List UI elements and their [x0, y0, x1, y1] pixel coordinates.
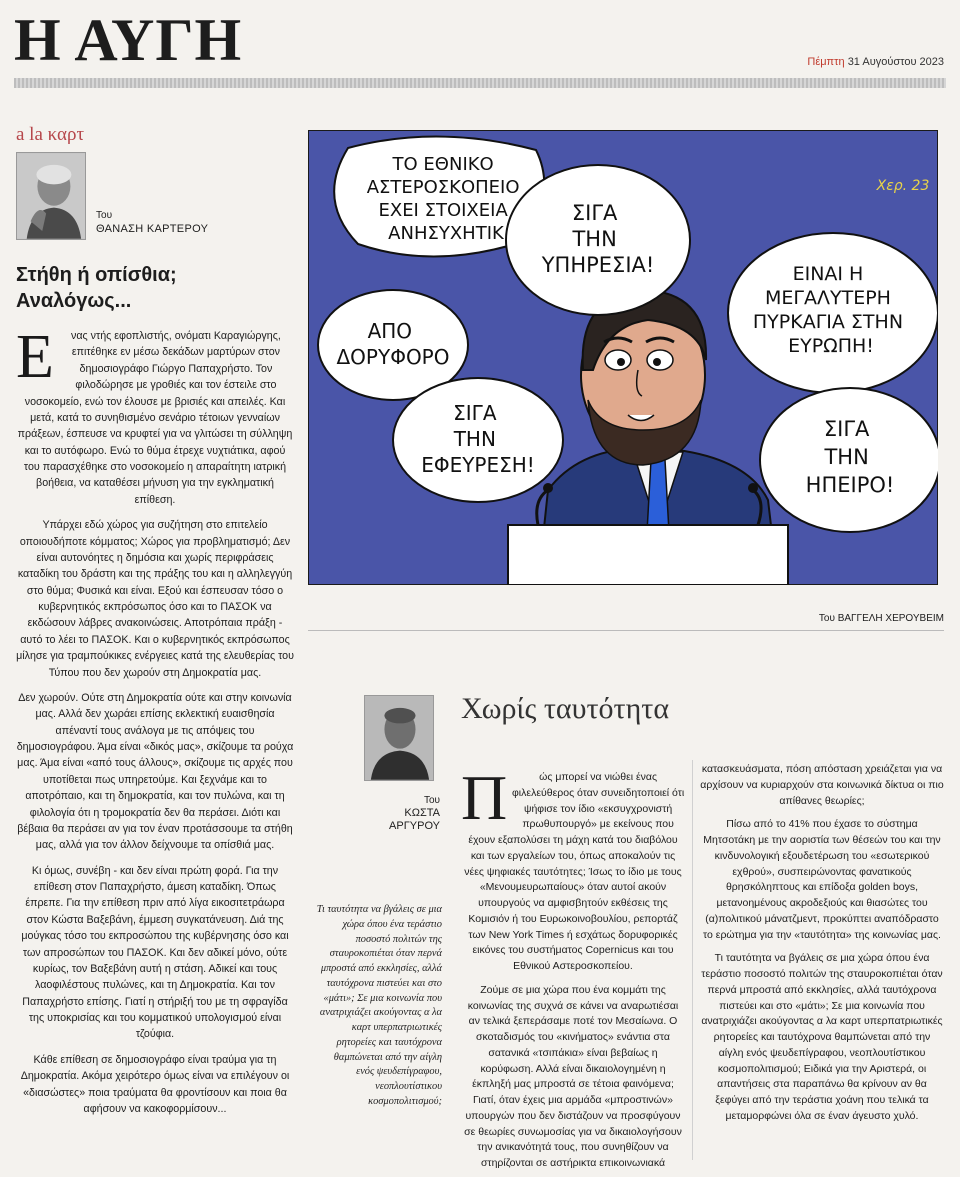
bubble-3-line: ΜΕΓΑΛΥΤΕΡΗ [765, 287, 891, 309]
speech-bubble-2 [506, 165, 690, 315]
article-body-2-col-1 [461, 762, 685, 1177]
byline-name: ΘΑΝΑΣΗ ΚΑΡΤΕΡΟΥ [96, 222, 209, 235]
date-day: Πέμπτη [807, 56, 845, 68]
bubble-3-line: ΕΙΝΑΙ Η [792, 263, 864, 285]
bubble-1-line: ΑΝΗΣΥΧΗΤΙΚ [388, 223, 504, 244]
paragraph: Πίσω από το 41% που έχασε το σύστημα Μητσοτάκη με την αοριστία των θέσεών του και την κινδυνολογική εξουδετέρωση του «εσωτερικού εχθρού», συσπειρώνοντας φανατικούς θρησκόληπτους και επίδοξα golden boys, μετανοημένους ακροδεξιούς και θιασώτες του (α)πολιτικού μάνατζμεντ, προκύπτει αναπόδραστο το ερώτημα για την «ταυτότητα» της κοινωνίας μας. [703, 818, 941, 941]
byline-argyrou [364, 795, 440, 833]
byline-prefix: Του [423, 795, 440, 806]
bubble-5-line: ΤΗΝ [453, 427, 496, 451]
column-kicker: a la καρτ [16, 124, 85, 145]
dropcap: Ε [16, 323, 54, 391]
bubble-2-line: ΤΗΝ [572, 227, 617, 251]
author-photo-karteros [16, 152, 86, 240]
byline-name-1: ΚΩΣΤΑ [404, 807, 440, 819]
bubble-6-line: ΤΗΝ [824, 445, 869, 469]
bubble-4-line: ΔΟΡΥΦΟΡΟ [336, 345, 450, 369]
paragraph: Δεν χωρούν. Ούτε στη Δημοκρατία ούτε και στην κοινωνία μας. Αλλά δεν χωράει επίσης εκλεκτική ευαισθησία απέναντί τους ανάλογα με τις απόψεις του δημοσιογράφου. Άμα είναι «δικός μας», σκίζουμε τα ρούχα μας. Άμα είναι «από τους άλλους», σκίζουμε τις αρχές που υποτίθεται πως υπηρετούμε. Και ξεχνάμε και το αποτρόπαιο, και τη δημοκρατία, και τον πυλώνα, και τη φιλολογία ότι η τρομοκρατία δεν θα περάσει. Διότι και βέβαια θα περάσει αν για τον έναν προτάσσουμε τα στήθη μας, αλλά για τον άλλον δείχνουμε τα οπίσθιά μας. [16, 691, 294, 852]
bubble-2-line: ΥΠΗΡΕΣΙΑ! [541, 253, 655, 277]
section-divider [308, 630, 944, 631]
pull-quote: Τι ταυτότητα να βγάλεις σε μια χώρα όπου ένα τεράστιο ποσοστό πολιτών της σταυροκοπιέται όταν περνά μπροστά από εκκλησίες, αλλά ταυτόχρονα πιστεύει και στο «μάτι»; Σε μια κοινωνία που ανατριχιάζει ακούγοντας α λα καρτ υπερπατριωτικές ρητορείες και ταυτόχρονα θαμπώνεται από την αίγλη ενός ψευδεπίγραφου, νεοπλουτίστικου κοσμοπολιτισμού; [316, 904, 442, 1107]
paragraph: Κάθε επίθεση σε δημοσιογράφο είναι τραύμα για τη Δημοκρατία. Ακόμα χειρότερο όμως είναι να επιλέγουν οι «διασώστες» ποια τραύματα θα φροντίσουν και ποια θα αφήσουν να κακοφορμίσουν... [20, 1053, 290, 1115]
issue-date [807, 56, 944, 68]
paragraph: Κι όμως, συνέβη - και δεν είναι πρώτη φορά. Για την επίθεση στον Παπαχρήστο, άμεση καταδίκη. Όπως έπρεπε. Για την επίθεση πριν από λίγα εικοσιτετράωρα στον Κώστα Βαξεβάνη, έμμεση συγκατάνευση. Διά της μούγκας τόσο του εκπροσώπου της κυβέρνησης όσο και των απροσώπων του ΠΑΣΟΚ. Και δεν αδικεί μόνο, ούτε κυρίως, τον Βαξεβάνη αυτή η στάση. Αδικεί και τους λαοφιλέστους πυλώνες, και τη Δημοκρατία. Και τον Παπαχρήστο επίσης. Γιατί η στήριξή του με τη σφραγίδα της υποκρισίας και του κομματικού υπολογισμού είναι τζούφια. [21, 864, 289, 1041]
article-headline-1 [16, 262, 276, 314]
paragraph: Ε νας ντής εφοπλιστής, ονόματι Καραγιώργης, επιτέθηκε εν μέσω δεκάδων μαρτύρων στον δημοσιογράφο Γιώργο Παπαχρήστο. Τον φιλοδώρησε με γροθιές και τον έστειλε στο νοσοκομείο, ενώ τον έλουσε με βρισιές και απειλές. Και μετά, κατά το συνηθισμένο σενάριο τέτοιων γενναίων πράξεων, έσπευσε να κρυφτεί για να γλιτώσει τη σύλληψη και το αυτόφωρο. Ενώ το θύμα έτρεχε νυχτιάτικα, αφού του παρασχέθηκε στο νοσοκομείο η απαραίτητη ιατρική βοήθεια, να καταθέσει μήνυση για την εγκληματική επίθεση. [16, 323, 293, 506]
bubble-1-line: ΑΣΤΕΡΟΣΚΟΠΕΙΟ [366, 177, 520, 198]
paragraph: κατασκευάσματα, πόση απόσταση χρειάζεται για να αρχίσουν να κυριαρχούν στα κοινωνικά δίκτυα οι πιο απίθανες θεωρίες; [700, 763, 944, 807]
column-divider [692, 760, 693, 1160]
article-body-2-col-2 [700, 762, 944, 1133]
bubble-1-line: ΤΟ ΕΘΝΙΚΟ [392, 154, 494, 175]
byline-prefix: Του [96, 210, 113, 221]
bubble-6-line: ΗΠΕΙΡΟ! [805, 473, 895, 497]
dropcap: Π [461, 762, 508, 833]
byline-karteros [96, 210, 208, 236]
speech-bubble-6 [760, 388, 938, 532]
article-headline-2: Χωρίς ταυτότητα [461, 692, 670, 725]
speech-bubble-3 [728, 233, 938, 393]
cartoonist-signature: Χερ. 23 [876, 178, 930, 194]
paragraph: Ζούμε σε μια χώρα που ένα κομμάτι της κοινωνίας της συχνά σε κάνει να αναρωτιέσαι αν τελικά ξεπεράσαμε ποτέ τον Μεσαίωνα. Ο σκοταδισμός του «κινήματος» ενάντια στα σατανικά «τσιπάκια» είναι βεβαίως η κορύφωση. Αλλά είναι δικαιολογημένη η έκπληξή μας μπροστά σε τέτοια φαινόμενα; Γιατί, όταν έχεις μια αρμάδα «μπροστινών» υπουργών που δεν διστάζουν να προσφύγουν σε θεωρίες συνωμοσίας για να δικαιολογήσουν την ανικανότητά τους, που συνηθίζουν να στηρίζονται σε αστήρικτα επικοινωνιακά [464, 983, 682, 1169]
bubble-6-line: ΣΙΓΑ [823, 417, 870, 441]
speech-bubble-5 [393, 378, 563, 502]
paragraph: Π ώς μπορεί να νιώθει ένας φιλελεύθερος όταν συνειδητοποιεί ότι ψήφισε τον ίδιο «εκσυγχρονιστή πρωθυπουργό» με εκείνους που έχουν εξαπολύσει τη μάχη κατά του διαβόλου και των εργαλείων του, όπως αποκαλούν τις νέες ψηφιακές ταυτότητες; Ίσως το ίδιο με τους «Μενουμευρωπαίους» όταν αυτοί ακούν υπουργούς να αμφισβητούν εκθέσεις της Κομισιόν ή του Ευρωκοινοβουλίου, ρεπορτάζ των New York Times ή εσχάτως δορυφορικές εικόνες του συστήματος Copernicus και του Εθνικού Αστεροσκοπείου. [461, 762, 685, 972]
headline-line-2: Αναλόγως... [16, 290, 132, 312]
bubble-5-line: ΣΙΓΑ [453, 401, 497, 425]
masthead-rule [14, 78, 946, 88]
date-rest: 31 Αυγούστου 2023 [847, 56, 944, 68]
bubble-3-line: ΠΥΡΚΑΓΙΑ ΣΤΗΝ [752, 311, 904, 333]
masthead-title: Η ΑΥΓΗ [14, 7, 243, 73]
political-cartoon [308, 130, 938, 585]
bubble-2-line: ΣΙΓΑ [571, 201, 618, 225]
bubble-4-line: ΑΠΟ [367, 319, 413, 343]
paragraph: Τι ταυτότητα να βγάλεις σε μια χώρα όπου ένα τεράστιο ποσοστό πολιτών της σταυροκοπιέται όταν περνά μπροστά από εκκλησίες, αλλά ταυτόχρονα πιστεύει και στο «μάτι»; Σε μια κοινωνία που ανατριχιάζει ακούγοντας α λα καρτ υπερπατριωτικές ρητορείες και ταυτόχρονα θαμπώνεται από την αίγλη ενός ψευδεπίγραφου, νεοπλουτίστικου κοσμοπολιτισμού; Ειδικά για την Αριστερά, οι απαντήσεις στα παραπάνω θα κρίνουν αν θα ξεφύγει από την τεράστια χοάνη που τελικά τα μεταμορφώνει όλα σε έναν άγευστο χυλό. [701, 952, 943, 1122]
cartoon-credit: Του ΒΑΓΓΕΛΗ ΧΕΡΟΥΒΕΙΜ [818, 613, 944, 624]
bubble-5-line: ΕΦΕΥΡΕΣΗ! [421, 453, 535, 477]
bubble-1-line: ΕΧΕΙ ΣΤΟΙΧΕΙΑ [378, 200, 508, 221]
byline-name-2: ΑΡΓΥΡΟΥ [389, 820, 440, 833]
author-photo-argyrou [364, 695, 434, 781]
article-body-1 [16, 323, 294, 1126]
headline-line-1: Στήθη ή οπίσθια; [16, 264, 177, 286]
paragraph: Υπάρχει εδώ χώρος για συζήτηση στο επιτελείο οποιουδήποτε κόμματος; Χώρος για προβληματισμό; Δεν είναι αυτονόητες η δημόσια και χωρίς περιφράσεις καταδίκη του δράστη και της πράξης του και η αλληλεγγύη στο θύμα; Φυσικά και είναι. Εξού και έσπευσαν τόσο ο κυβερνητικός εκπρόσωπος όσο και το ΠΑΣΟΚ να εκδώσουν λάβρες ανακοινώσεις. Αποτρόπαια πράξη - αυτό το λέει το ΠΑΣΟΚ. Και ο κυβερνητικός εκπρόσωπος μίλησε για τραμπούκικες ενέργειες κατά της ελευθερίας του Τύπου που δεν χωρούν στη Δημοκρατία μας. [16, 519, 294, 679]
bubble-3-line: ΕΥΡΩΠΗ! [788, 335, 874, 357]
